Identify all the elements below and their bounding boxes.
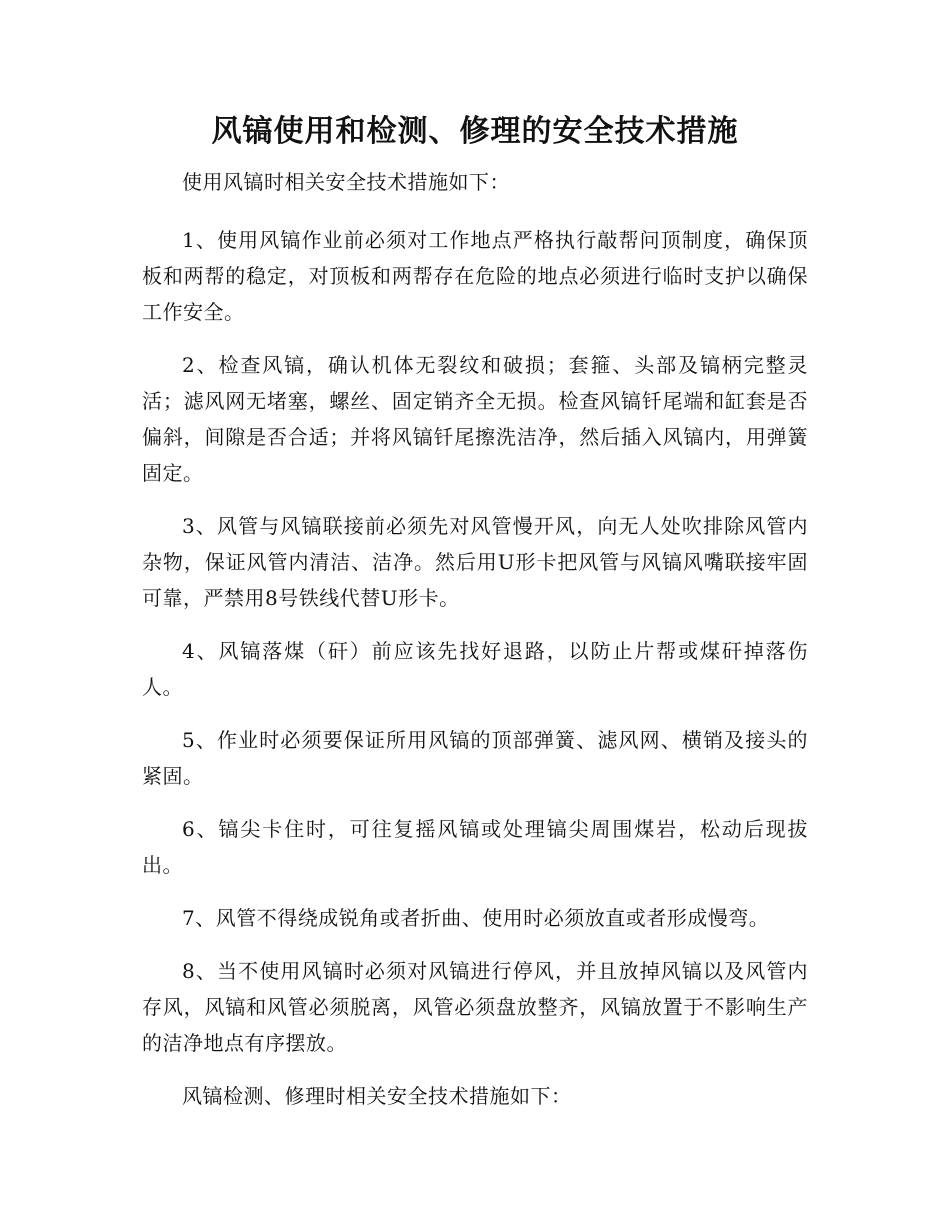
paragraph-item-7: 7、风管不得绕成锐角或者折曲、使用时必须放直或者形成慢弯。 (182, 906, 770, 930)
paragraph-item-2: 2、检查风镐，确认机体无裂纹和破损；套箍、头部及镐柄完整灵活；滤风网无堵塞，螺丝、固定销齐全无损。检查风镐钎尾端和缸套是否偏斜，间隙是否合适；并将风镐钎尾擦洗洁净，然后插入风镐内，用弹簧固定。 (142, 353, 808, 485)
paragraph-item-3: 3、风管与风镐联接前必须先对风管慢开风，向无人处吹排除风管内杂物，保证风管内清洁、洁净。然后用U形卡把风管与风镐风嘴联接牢固可靠，严禁用8号铁线代替U形卡。 (142, 514, 808, 610)
paragraph-item-5: 5、作业时必须要保证所用风镐的顶部弹簧、滤风网、横销及接头的紧固。 (142, 728, 808, 788)
paragraph-item-4: 4、风镐落煤（矸）前应该先找好退路，以防止片帮或煤矸掉落伤人。 (142, 639, 808, 699)
paragraph-item-6: 6、镐尖卡住时，可往复摇风镐或处理镐尖周围煤岩，松动后现拔出。 (142, 817, 808, 877)
document-title: 风镐使用和检测、修理的安全技术措施 (211, 114, 739, 149)
section-intro-maintenance: 风镐检测、修理时相关安全技术措施如下： (182, 1084, 572, 1108)
section-intro-usage: 使用风镐时相关安全技术措施如下： (182, 170, 510, 194)
paragraph-item-1: 1、使用风镐作业前必须对工作地点严格执行敲帮问顶制度，确保顶板和两帮的稳定，对顶板和两帮存在危险的地点必须进行临时支护以确保工作安全。 (142, 228, 808, 324)
document-body (142, 164, 808, 1131)
paragraph-item-8: 8、当不使用风镐时必须对风镐进行停风，并且放掉风镐以及风管内存风，风镐和风管必须脱离，风管必须盘放整齐，风镐放置于不影响生产的洁净地点有序摆放。 (142, 959, 808, 1055)
